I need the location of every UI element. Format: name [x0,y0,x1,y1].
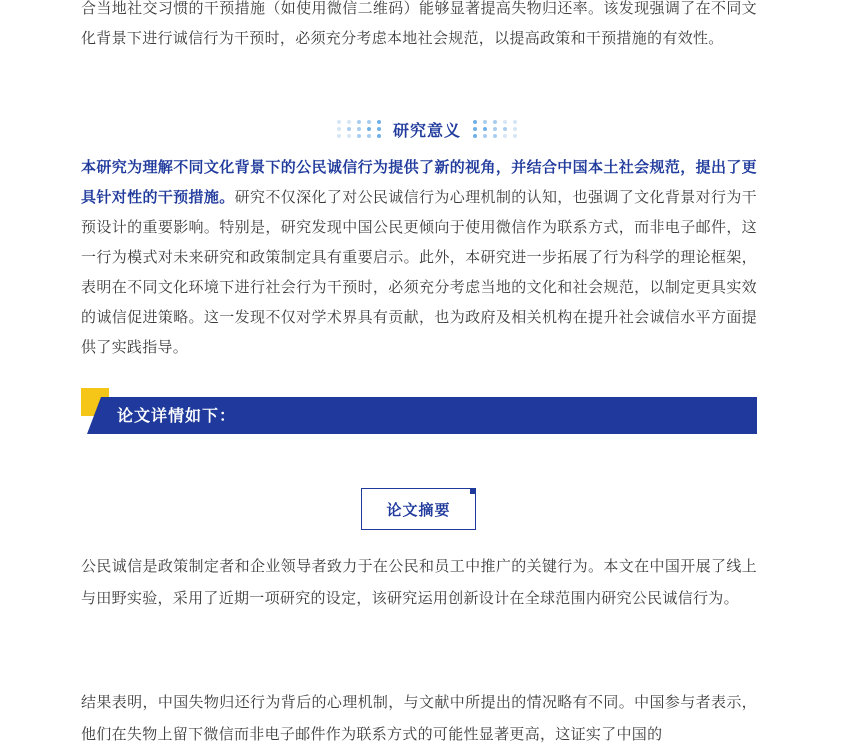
abstract-label-text: 论文摘要 [386,500,451,519]
decorative-dots-left-icon [337,120,381,138]
significance-paragraph [81,152,757,362]
abstract-paragraph: 公民诚信是政策制定者和企业领导者致力于在公民和员工中推广的关键行为。本文在中国开展了线上与田野实验，采用了近期一项研究的设定，该研究运用创新设计在全球范围内研究公民诚信行为。 [81,557,757,607]
results-paragraph: 结果表明，中国失物归还行为背后的心理机制，与文献中所提出的情况略有不同。中国参与者表示，他们在失物上留下微信而非电子邮件作为联系方式的可能性显著更高，这证实了中国的 [81,693,757,743]
paper-details-banner [81,388,757,436]
decorative-dots-right-icon [473,120,517,138]
banner-title: 论文详情如下： [117,406,237,425]
abstract-section-label [361,488,476,530]
highlighted-text: 本研究为理解不同文化背景下的公民诚信行为提供了新的视角，并结合中国本土社会规范，提出了更具针对性的干预措施。 [81,158,757,206]
intro-paragraph: 合当地社交习惯的干预措施（如使用微信二维码）能够显著提高失物归还率。该发现强调了在不同文化背景下进行诚信行为干预时，必须充分考虑本地社会规范，以提高政策和干预措施的有效性。 [81,0,757,47]
section-heading-significance [0,116,854,142]
section-title: 研究意义 [392,120,461,140]
corner-marker-icon [470,488,476,494]
body-text: 研究不仅深化了对公民诚信行为心理机制的认知，也强调了文化背景对行为干预设计的重要影响。特别是，研究发现中国公民更倾向于使用微信作为联系方式，而非电子邮件，这一行为模式对未来研究和政策制定具有重要启示。此外，本研究进一步拓展了行为科学的理论框架，表明在不同文化环境下进行社会行为干预时，必须充分考虑当地的文化和社会规范，以制定更具实效的诚信促进策略。这一发现不仅对学术界具有贡献，也为政府及相关机构在提升社会诚信水平方面提供了实践指导。 [81,188,757,356]
